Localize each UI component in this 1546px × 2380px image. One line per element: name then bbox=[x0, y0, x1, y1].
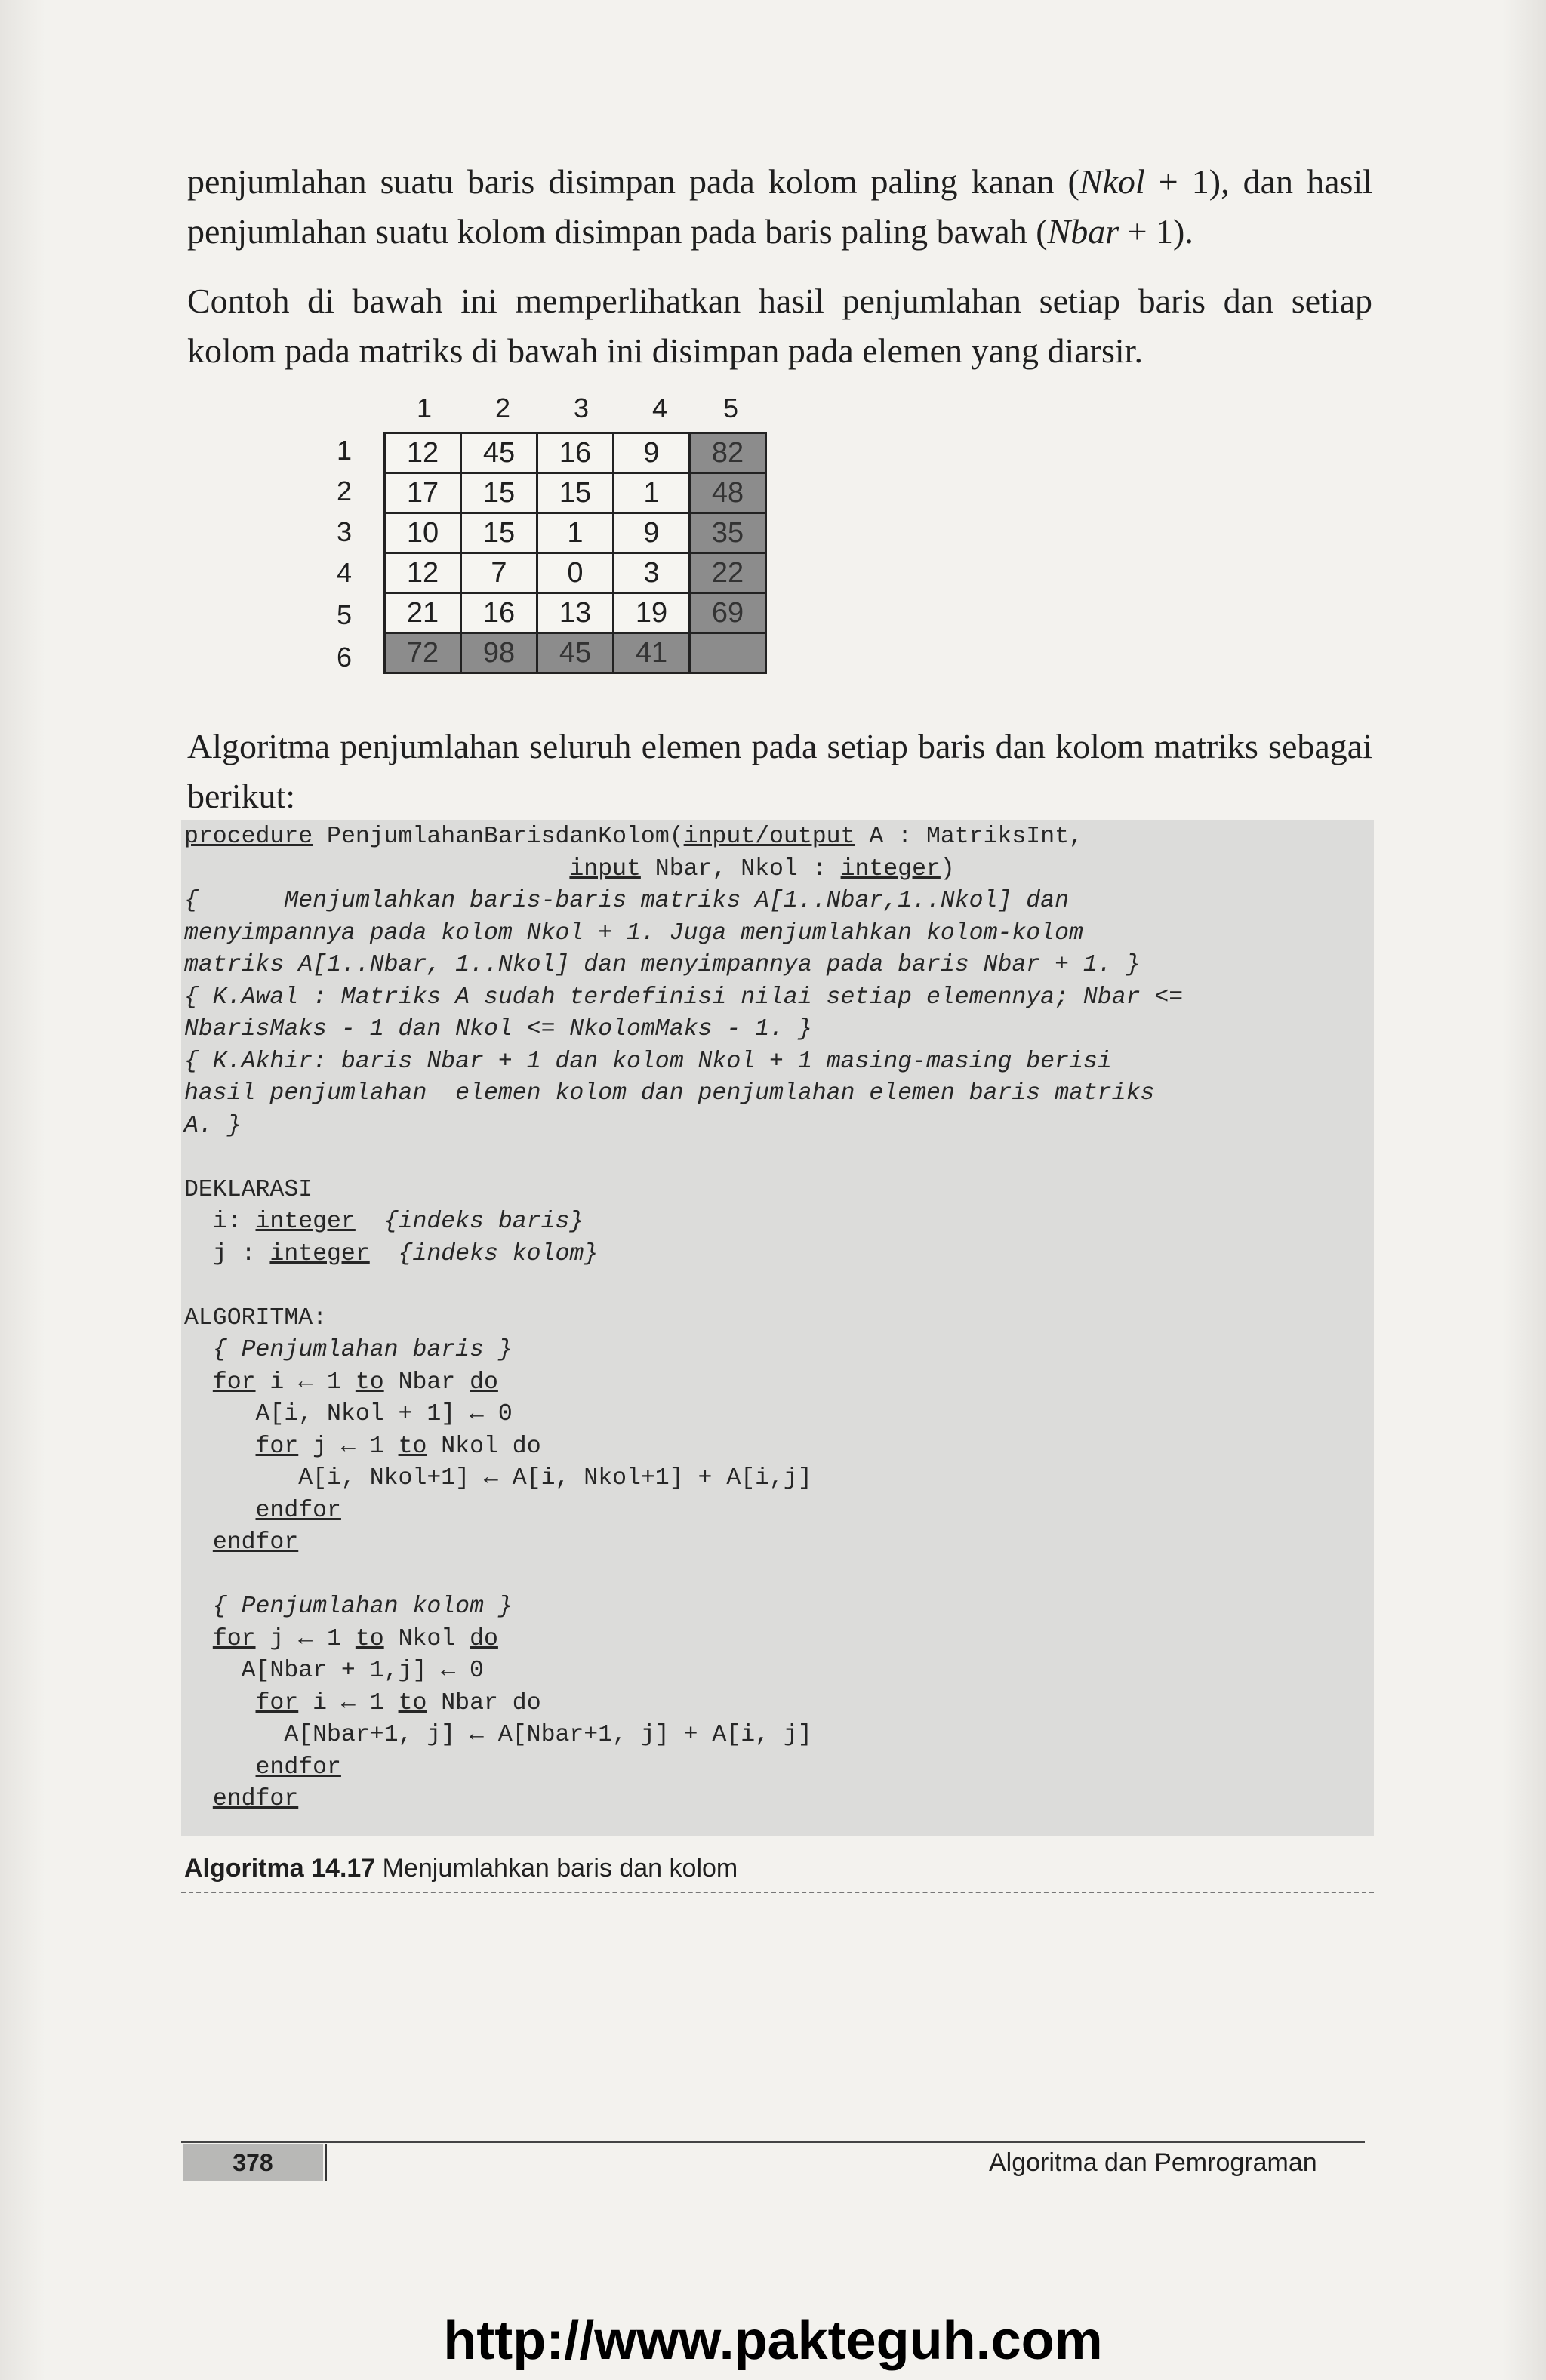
keyword: for bbox=[255, 1689, 299, 1716]
code-text: A : MatriksInt, bbox=[855, 824, 1083, 850]
code-text: Nkol bbox=[383, 1625, 470, 1652]
code-comment: {indeks kolom} bbox=[369, 1240, 599, 1267]
code-text: Nbar, Nkol : bbox=[640, 855, 841, 882]
paragraph-algorithm-intro: Algoritma penjumlahan seluruh elemen pada setiap baris dan kolom matriks sebagai berikut: bbox=[187, 727, 1372, 815]
matrix-cell: 1 bbox=[614, 473, 690, 513]
footer-divider bbox=[325, 2144, 327, 2181]
caption-text: Menjumlahkan baris dan kolom bbox=[375, 1854, 738, 1883]
keyword: endfor bbox=[255, 1753, 341, 1781]
code-comment: A. } bbox=[184, 1112, 242, 1139]
matrix-col-header: 3 bbox=[573, 393, 590, 423]
keyword: endfor bbox=[212, 1529, 299, 1556]
code-text: PenjumlahanBarisdanKolom( bbox=[313, 824, 684, 850]
matrix-cell-shaded: 82 bbox=[690, 433, 766, 473]
code-comment: { Penjumlahan baris } bbox=[184, 1337, 513, 1363]
code-comment: { Penjumlahan kolom } bbox=[184, 1593, 513, 1620]
code-text: Nkol do bbox=[427, 1433, 541, 1460]
matrix-row-header: 1 bbox=[336, 435, 353, 466]
code-comment: hasil penjumlahan elemen kolom dan penjumlahan elemen baris matriks bbox=[184, 1080, 1155, 1107]
matrix-cell: 12 bbox=[385, 553, 461, 593]
code-text: ) bbox=[940, 855, 955, 882]
keyword: procedure bbox=[184, 824, 313, 850]
matrix-cell: 3 bbox=[614, 553, 690, 593]
watermark-url: http://www.pakteguh.com bbox=[443, 2311, 1103, 2371]
pseudocode-listing bbox=[184, 821, 1183, 1816]
page-number: 378 bbox=[183, 2144, 323, 2181]
matrix-cell: 16 bbox=[461, 593, 537, 633]
code-text: A[i, Nkol + 1] ← 0 bbox=[184, 1401, 513, 1427]
matrix-col-header: 5 bbox=[722, 393, 739, 423]
code-text: i: bbox=[184, 1208, 256, 1235]
table-row bbox=[385, 553, 766, 593]
code-comment: {indeks baris} bbox=[355, 1208, 584, 1235]
keyword: endfor bbox=[212, 1786, 299, 1812]
table-row bbox=[385, 473, 766, 513]
code-text: i ← 1 bbox=[255, 1369, 356, 1396]
code-text: A[i, Nkol+1] ← A[i, Nkol+1] + A[i,j] bbox=[184, 1465, 812, 1492]
matrix-cell: 17 bbox=[385, 473, 461, 513]
text: + 1). bbox=[1119, 212, 1193, 251]
text: penjumlahan suatu baris disimpan pada kolom paling kanan ( bbox=[187, 162, 1079, 201]
matrix-cell: 12 bbox=[385, 433, 461, 473]
matrix-cell-shaded: 48 bbox=[690, 473, 766, 513]
keyword: endfor bbox=[255, 1497, 341, 1524]
table-row bbox=[385, 593, 766, 633]
matrix-row-header: 6 bbox=[336, 642, 353, 673]
caption-divider bbox=[181, 1892, 1374, 1893]
footer-rule bbox=[181, 2141, 1365, 2143]
table-row bbox=[385, 433, 766, 473]
matrix-col-header: 2 bbox=[494, 393, 511, 423]
matrix-cell: 15 bbox=[537, 473, 614, 513]
code-text: j ← 1 bbox=[255, 1625, 356, 1652]
matrix-cell-shaded bbox=[690, 633, 766, 673]
keyword: for bbox=[255, 1433, 299, 1460]
matrix-cell: 10 bbox=[385, 513, 461, 553]
matrix-cell-shaded: 45 bbox=[537, 633, 614, 673]
keyword: for bbox=[212, 1625, 256, 1652]
table-row bbox=[385, 633, 766, 673]
keyword: do bbox=[470, 1625, 498, 1652]
table-row bbox=[385, 513, 766, 553]
keyword: to bbox=[355, 1369, 384, 1396]
matrix-cell: 9 bbox=[614, 433, 690, 473]
code-text: j : bbox=[184, 1240, 270, 1267]
code-text: i ← 1 bbox=[298, 1689, 399, 1716]
matrix-cell: 16 bbox=[537, 433, 614, 473]
figure-caption bbox=[184, 1854, 738, 1883]
keyword: integer bbox=[269, 1240, 370, 1267]
matrix-cell-shaded: 98 bbox=[461, 633, 537, 673]
paragraph-example: Contoh di bawah ini memperlihatkan hasil penjumlahan setiap baris dan setiap kolom pada matriks di bawah ini disimpan pada elemen yang diarsir. bbox=[187, 282, 1372, 370]
matrix-row-header: 5 bbox=[336, 599, 353, 630]
caption-label: Algoritma 14.17 bbox=[184, 1854, 376, 1883]
matrix-col-header: 4 bbox=[651, 393, 668, 423]
matrix-cell-shaded: 41 bbox=[614, 633, 690, 673]
matrix-cell-shaded: 72 bbox=[385, 633, 461, 673]
text: + 1), dan hasil penjumlahan suatu kolom disimpan pada baris paling bawah ( bbox=[187, 162, 1372, 251]
matrix-cell: 19 bbox=[614, 593, 690, 633]
paragraph-intro bbox=[187, 157, 1372, 257]
matrix-cell-shaded: 22 bbox=[690, 553, 766, 593]
book-title: Algoritma dan Pemrograman bbox=[989, 2148, 1317, 2177]
italic-nbar: Nbar bbox=[1047, 212, 1119, 251]
code-comment: { K.Akhir: baris Nbar + 1 dan kolom Nkol + 1 masing-masing berisi bbox=[184, 1048, 1112, 1075]
matrix-table bbox=[383, 432, 767, 674]
code-text: A[Nbar + 1,j] ← 0 bbox=[184, 1658, 484, 1684]
code-indent bbox=[184, 856, 569, 882]
matrix-cell: 9 bbox=[614, 513, 690, 553]
keyword: to bbox=[398, 1433, 427, 1460]
matrix-cell-shaded: 69 bbox=[690, 593, 766, 633]
code-text: A[Nbar+1, j] ← A[Nbar+1, j] + A[i, j] bbox=[184, 1722, 812, 1748]
keyword: to bbox=[398, 1689, 427, 1716]
code-text: Nbar do bbox=[427, 1689, 541, 1716]
matrix-cell: 15 bbox=[461, 473, 537, 513]
code-comment: { K.Awal : Matriks A sudah terdefinisi nilai setiap elemennya; Nbar <= bbox=[184, 984, 1184, 1011]
matrix-cell: 7 bbox=[461, 553, 537, 593]
keyword: integer bbox=[840, 855, 941, 882]
matrix-cell: 15 bbox=[461, 513, 537, 553]
matrix-cell: 45 bbox=[461, 433, 537, 473]
keyword: to bbox=[355, 1625, 384, 1652]
keyword: do bbox=[470, 1369, 498, 1396]
matrix-cell-shaded: 35 bbox=[690, 513, 766, 553]
code-text: Nbar bbox=[383, 1369, 470, 1396]
code-comment: menyimpannya pada kolom Nkol + 1. Juga menjumlahkan kolom-kolom bbox=[184, 919, 1083, 947]
keyword: input/output bbox=[683, 824, 855, 850]
code-comment: NbarisMaks - 1 dan Nkol <= NkolomMaks - 1. } bbox=[184, 1016, 812, 1042]
code-text: j ← 1 bbox=[298, 1433, 399, 1460]
keyword: for bbox=[212, 1369, 256, 1396]
italic-nkol: Nkol bbox=[1079, 162, 1145, 201]
matrix-row-header: 4 bbox=[336, 557, 353, 588]
matrix-cell: 1 bbox=[537, 513, 614, 553]
code-comment: { Menjumlahkan baris-baris matriks A[1..Nbar,1..Nkol] dan bbox=[184, 888, 1069, 914]
matrix-cell: 13 bbox=[537, 593, 614, 633]
section-label: ALGORITMA: bbox=[184, 1304, 328, 1332]
matrix-col-header: 1 bbox=[416, 393, 433, 423]
matrix-cell: 0 bbox=[537, 553, 614, 593]
matrix-row-header: 2 bbox=[336, 476, 353, 506]
matrix-row-header: 3 bbox=[336, 516, 353, 547]
matrix-cell: 21 bbox=[385, 593, 461, 633]
section-label: DEKLARASI bbox=[184, 1176, 313, 1203]
keyword: input bbox=[569, 855, 641, 882]
code-comment: matriks A[1..Nbar, 1..Nkol] dan menyimpannya pada baris Nbar + 1. } bbox=[184, 952, 1141, 978]
keyword: integer bbox=[255, 1208, 356, 1235]
